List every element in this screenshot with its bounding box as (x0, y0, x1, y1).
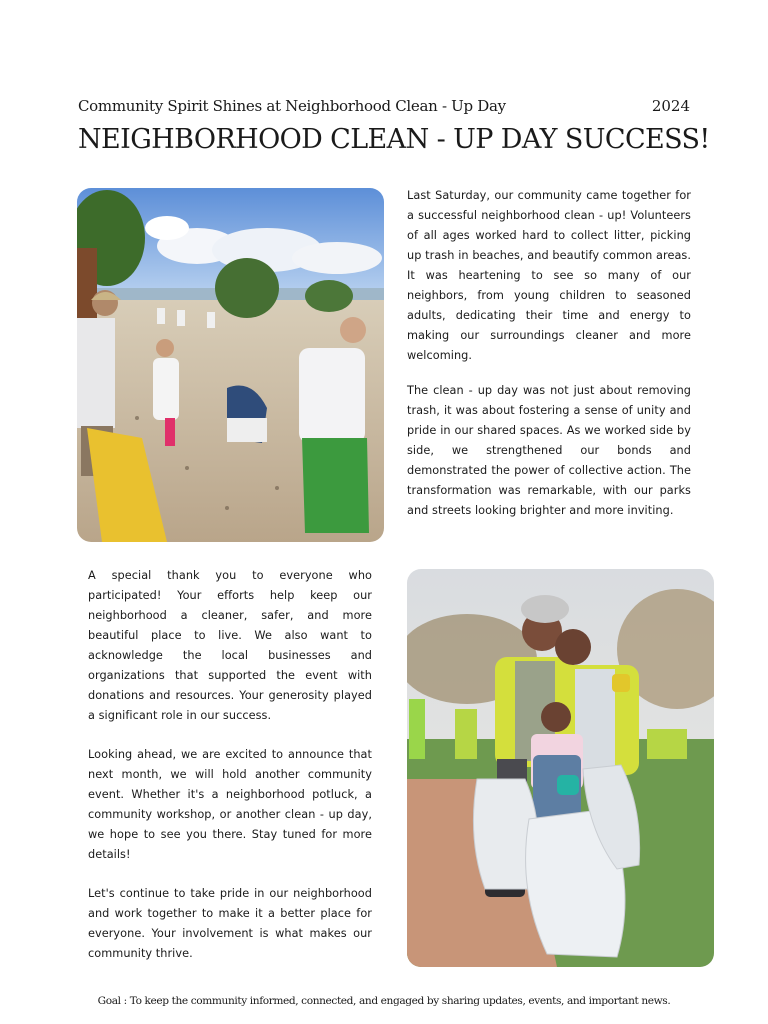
article-paragraph: Let's continue to take pride in our neighborhood and work together to make it a better place for everyone. Your involvement is what makes our community thrive. (88, 887, 372, 960)
kicker-title: Community Spirit Shines at Neighborhood Clean - Up Day (78, 97, 506, 115)
headline: NEIGHBORHOOD CLEAN - UP DAY SUCCESS! (78, 124, 710, 155)
article-paragraph: A special thank you to everyone who participated! Your efforts help keep our neighborhood a cleaner, safer, and more beautiful place to live. We also want to acknowledge the local businesses and organizations that supported the event with donations and resources. Your generosity played a significant role in our success. (88, 569, 372, 722)
article-paragraph: Looking ahead, we are excited to announce that next month, we will hold another community event. Whether it's a neighborhood potluck, a community workshop, or another clean - up day, we hope to see you there. Stay tuned for more details! (88, 748, 372, 861)
article-paragraph: Last Saturday, our community came together for a successful neighborhood clean - up! Volunteers of all ages worked hard to collect litter, picking up trash in beaches, and beautify common areas. It was heartening to see so many of our neighbors, from young children to seasoned adults, dedicating their time and energy to making our surroundings cleaner and more welcoming. (407, 189, 691, 362)
issue-year: 2024 (651, 97, 690, 115)
volunteers-photo (407, 569, 714, 967)
footer-goal: Goal : To keep the community informed, connected, and engaged by sharing updates, events, and important news. (97, 995, 671, 1007)
beach-cleanup-photo (77, 188, 384, 542)
article-paragraph: The clean - up day was not just about removing trash, it was about fostering a sense of unity and pride in our shared spaces. As we worked side by side, we strengthened our bonds and demonstrated the power of collective action. The transformation was remarkable, with our parks and streets looking brighter and more inviting. (407, 384, 691, 517)
